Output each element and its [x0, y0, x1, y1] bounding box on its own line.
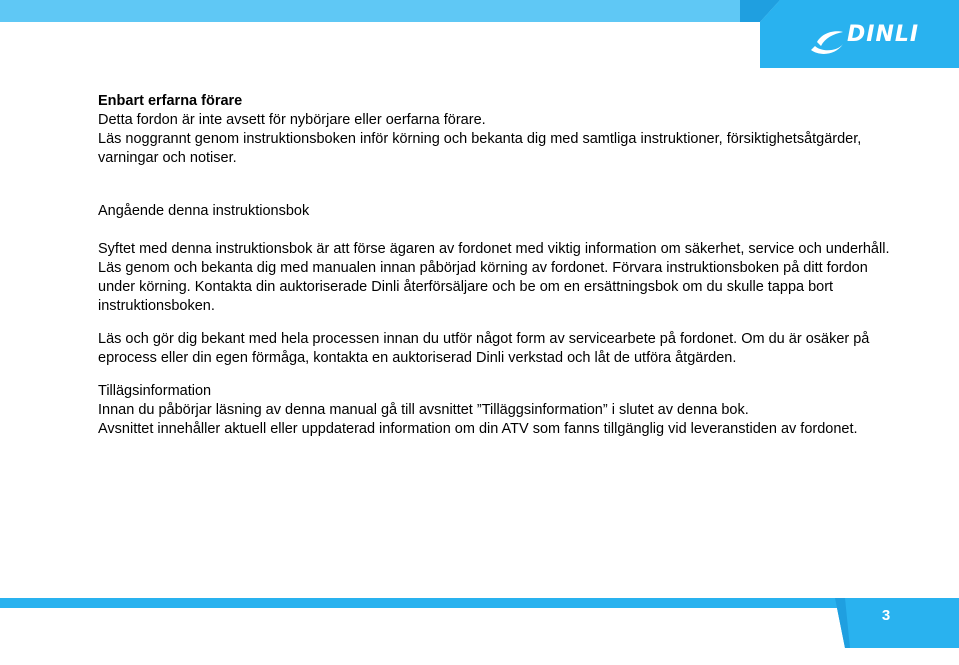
dinli-logo — [805, 20, 940, 65]
extra-title: Tillägsinformation — [98, 383, 212, 399]
footer-band — [0, 598, 959, 665]
footer-stripes — [0, 598, 959, 665]
logo-wordmark: DINLI — [847, 22, 920, 47]
warning-line-1: Detta fordon är inte avsett för nybörjare eller oerfarna förare. — [98, 112, 486, 128]
warning-title: Enbart erfarna förare — [98, 93, 243, 109]
about-title: Angående denna instruktionsbok — [98, 203, 310, 219]
warning-line-2: Läs noggrannt genom instruktionsboken inför körning och bekanta dig med samtliga instruktioner, försiktighetsåtgärder, varningar och notiser. — [98, 131, 862, 166]
header-band — [0, 0, 959, 68]
logo-swoosh-icon — [807, 22, 847, 62]
page-number: 3 — [881, 607, 891, 624]
extra-line-2: Avsnittet innehåller aktuell eller uppdaterad information om din ATV som fanns tillgänglig vid leveranstiden av fordonet. — [98, 421, 858, 437]
page-body — [98, 92, 898, 439]
service-paragraph: Läs och gör dig bekant med hela processen innan du utför något form av servicearbete på fordonet. Om du är osäker på eprocess eller din egen förmåga, kontakta en auktoriserad Dinli verkstad och låt de utföra åtgärden. — [98, 331, 870, 366]
extra-line-1: Innan du påbörjar läsning av denna manual gå till avsnittet ”Tilläggsinformation” i slutet av denna bok. — [98, 402, 749, 418]
about-paragraph: Syftet med denna instruktionsbok är att förse ägaren av fordonet med viktig information om säkerhet, service och underhåll. Läs genom och bekanta dig med manualen innan påbörjad körning av fordonet. Förvara instruktionsboken på ditt fordon under körning. Kontakta din auktoriserade Dinli återförsäljare och be om en ersättningsbok om du skulle tappa bort instruktionsboken. — [98, 241, 890, 314]
